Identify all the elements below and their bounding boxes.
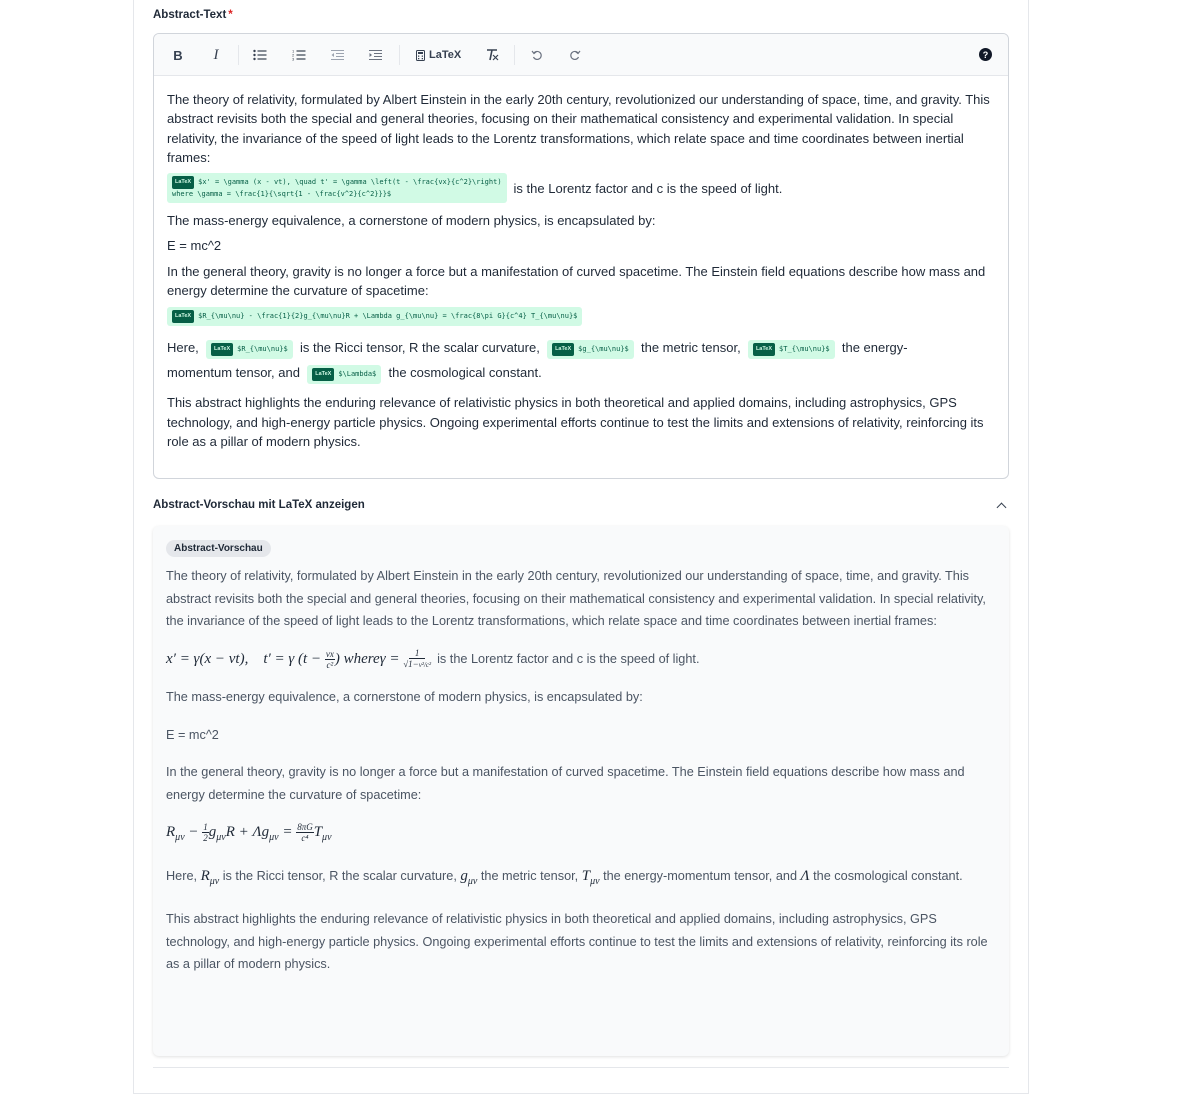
preview-text: is the Lorentz factor and c is the speed of light. — [437, 651, 700, 666]
indent-icon — [369, 49, 382, 61]
required-mark: * — [228, 9, 233, 21]
editor-text: is the Lorentz factor and c is the speed of light. — [513, 180, 783, 196]
latex-chip-metric[interactable] — [547, 340, 634, 359]
undo-button[interactable] — [525, 43, 549, 67]
editor-paragraph: This abstract highlights the enduring relevance of relativistic physics in both theoretical and applied domains, including astrophysics, GPS technology, and high-energy particle physics. Ongoing experimental efforts continue to test the limits and extensions of relativity, reinforcing its role as a pillar of modern physics. — [167, 395, 984, 450]
toolbar-divider — [514, 45, 515, 65]
numbered-list-button[interactable] — [287, 43, 311, 67]
editor-here-paragraph — [167, 335, 995, 385]
editor-text: the metric tensor, — [640, 340, 741, 356]
chevron-up-icon[interactable] — [997, 502, 1007, 512]
outdent-icon — [331, 49, 344, 61]
indent-button[interactable] — [363, 43, 387, 67]
latex-chip-tag: LaTeX — [552, 343, 574, 356]
rendered-lorentz-equation: x′ = γ(x − vt), t′ = γ (t − $\frac{vx}{\text{c²}}$ ) whereγ = $\frac{1}{\text{√1−v²/c²}}$ — [166, 648, 432, 670]
preview-text: Here, — [166, 868, 198, 883]
section-divider — [153, 1067, 1009, 1068]
editor-text: is the Ricci tensor, R the scalar curvature, — [299, 340, 540, 356]
latex-button[interactable] — [416, 43, 461, 67]
latex-chip-code: $\Lambda$ — [338, 369, 377, 378]
latex-chip-code: $R_{\mu\nu}$ — [237, 344, 288, 353]
latex-chip-code: where \gamma = \frac{1}{\sqrt{1 - \frac{v^2}{c^2}}}$ — [172, 190, 392, 199]
rendered-efe-equation-line — [166, 821, 996, 850]
editor-lorentz-line — [167, 173, 995, 203]
preview-content — [166, 565, 996, 976]
preview-paragraph: In the general theory, gravity is no longer a force but a manifestation of curved spacetime. The Einstein field equations describe how mass and energy determine the curvature of spacetime: — [166, 765, 965, 802]
preview-here-paragraph — [166, 865, 996, 894]
editor-text: the energy- — [841, 340, 908, 356]
editor-efe-line — [167, 306, 995, 326]
help-icon[interactable]: ? — [979, 48, 992, 61]
abstract-field-label — [153, 9, 233, 21]
svg-text:2: 2 — [292, 52, 295, 58]
abstract-form-card — [133, 0, 1029, 1094]
svg-text:3: 3 — [292, 56, 295, 61]
latex-chip-energy-momentum[interactable] — [748, 340, 835, 359]
editor-text: the cosmological constant. — [388, 365, 542, 381]
preview-toggle[interactable] — [153, 495, 1009, 515]
latex-chip-code: $T_{\mu\nu}$ — [779, 344, 830, 353]
editor-paragraph: The theory of relativity, formulated by Albert Einstein in the early 20th century, revolutionized our understanding of space, time, and gravity. This abstract revisits both the special and general theories, focusing on their mathematical consistency and experimental validation. In special relativity, the invariance of the speed of light leads to the Lorentz transformations, which relate space and time coordinates between inertial frames: — [167, 92, 990, 165]
preview-lorentz-line — [166, 648, 996, 671]
latex-chip-tag: LaTeX — [753, 343, 775, 356]
bold-button[interactable]: B — [173, 47, 183, 63]
svg-text:1: 1 — [292, 49, 295, 54]
clear-format-icon — [486, 49, 499, 61]
outdent-button[interactable] — [325, 43, 349, 67]
rendered-t-symbol: $T_{\mu\nu}$ — [581, 867, 600, 887]
bullet-list-icon — [253, 49, 267, 61]
preview-text: the energy-momentum tensor, and — [603, 868, 798, 883]
clear-formatting-button[interactable] — [480, 43, 504, 67]
preview-paragraph: This abstract highlights the enduring relevance of relativistic physics in both theoretical and applied domains, including astrophysics, GPS technology, and high-energy particle physics. Ongoing experimental efforts continue to test the limits and extensions of relativity, reinforcing its role as a pillar of modern physics. — [166, 912, 988, 972]
numbered-list-icon — [292, 49, 306, 61]
latex-chip-code: $x' = \gamma (x - vt), \quad t' = \gamma \left(t - \frac{vx}{c^2}\right) — [198, 178, 502, 187]
rich-text-editor — [153, 33, 1009, 479]
preview-text: is the Ricci tensor, R the scalar curvature, — [222, 868, 457, 883]
redo-icon — [569, 49, 581, 61]
latex-chip-tag: LaTeX — [211, 343, 233, 356]
preview-text: the cosmological constant. — [813, 868, 963, 883]
calculator-icon — [416, 50, 425, 61]
preview-paragraph: The mass-energy equivalence, a cornerstone of modern physics, is encapsulated by: — [166, 690, 643, 705]
rendered-lambda-symbol: Λ — [800, 867, 810, 884]
preview-badge: Abstract-Vorschau — [166, 540, 271, 557]
rendered-metric-symbol: $g_{\mu\nu}$ — [460, 867, 478, 887]
editor-text: momentum tensor, and — [167, 365, 300, 381]
preview-paragraph: E = mc^2 — [166, 727, 219, 742]
italic-button[interactable]: I — [213, 46, 219, 63]
editor-text: Here, — [167, 340, 199, 356]
preview-text: the metric tensor, — [480, 868, 579, 883]
editor-paragraph: The mass-energy equivalence, a cornerstone of modern physics, is encapsulated by: — [167, 213, 656, 229]
editor-paragraph: E = mc^2 — [167, 238, 222, 254]
undo-icon — [531, 49, 543, 61]
latex-chip-tag: LaTeX — [172, 176, 194, 189]
latex-chip-code: $g_{\mu\nu}$ — [578, 344, 629, 353]
rendered-efe-equation: $R_{\mu\nu}$ − $\frac{1}{2}$ $g_{\mu\nu}R + \Lambda g_{\mu\nu}$ = $\frac{8\pi G}{\text{c⁴}}$ $T_{\mu\nu}$ — [166, 822, 332, 844]
preview-toggle-label: Abstract-Vorschau mit LaTeX anzeigen — [153, 499, 365, 511]
bullet-list-button[interactable] — [248, 43, 272, 67]
latex-chip-tag: LaTeX — [172, 310, 194, 323]
redo-button[interactable] — [563, 43, 587, 67]
latex-button-label: LaTeX — [429, 49, 462, 61]
editor-paragraph: In the general theory, gravity is no longer a force but a manifestation of curved spacetime. The Einstein field equations describe how mass and energy determine the curvature of spacetime: — [167, 263, 986, 299]
toolbar-divider — [399, 45, 400, 65]
latex-chip-tag: LaTeX — [312, 368, 334, 381]
latex-chip-efe[interactable] — [167, 307, 582, 326]
latex-chip-lorentz[interactable] — [167, 173, 507, 203]
abstract-label-text: Abstract-Text — [153, 9, 227, 21]
editor-content[interactable] — [154, 76, 1008, 451]
preview-paragraph: The theory of relativity, formulated by Albert Einstein in the early 20th century, revolutionized our understanding of space, time, and gravity. This abstract revisits both the special and general theories, focusing on their mathematical consistency and experimental validation. In special relativity, the invariance of the speed of light leads to the Lorentz transformations, which relate space and time coordinates between inertial frames: — [166, 569, 986, 628]
rendered-ricci-symbol: $R_{\mu\nu}$ — [200, 867, 220, 887]
abstract-preview-panel — [153, 526, 1009, 1056]
toolbar-divider — [238, 45, 239, 65]
latex-chip-lambda[interactable] — [307, 365, 381, 384]
latex-chip-code: $R_{\mu\nu} - \frac{1}{2}g_{\mu\nu}R + \Lambda g_{\mu\nu} = \frac{8\pi G}{c^4} T_{\mu\nu}$ — [198, 312, 578, 321]
editor-toolbar — [154, 34, 1008, 76]
latex-chip-ricci[interactable] — [206, 340, 293, 359]
